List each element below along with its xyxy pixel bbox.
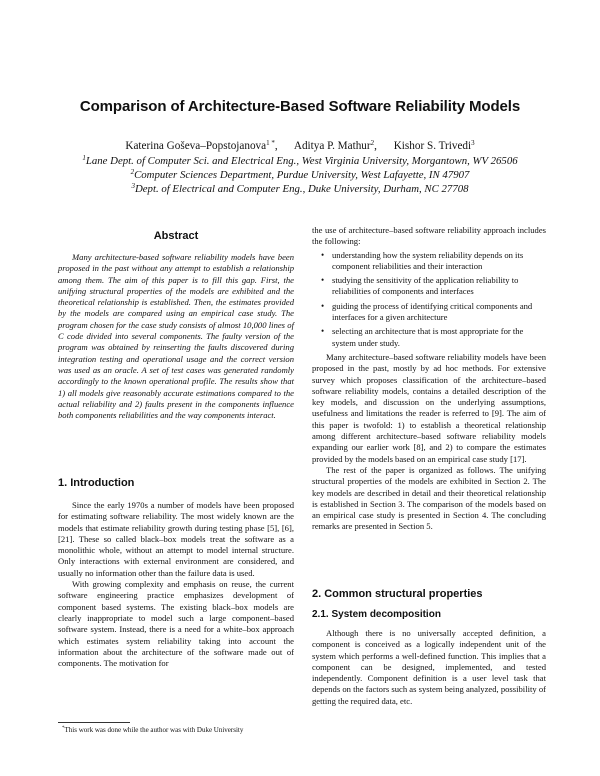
footnote-rule [58,722,130,723]
abstract-heading: Abstract [153,230,199,242]
paragraph: With growing complexity and emphasis on reuse, the current software engineering practice emphasizes development of component based systems. The existing black–box models are clearly inappropriate to model such a large component–based software system. Instead, there is a need for a white–box approach which estimates system reliability taking into account the information about the architecture of the software made out of components. The motivation for [58,579,294,669]
subsection-heading-system-decomposition: 2.1. System decomposition [312,609,441,620]
affiliation-text: Computer Sciences Department, Purdue University, West Lafayette, IN 47907 [134,169,470,181]
affiliation-sup: 2 [130,168,135,176]
list-item: • understanding how the system reliability depends on its component reliabilities and their interaction [332,250,546,273]
affiliation [0,183,600,195]
section-heading-common-structural-properties: 2. Common structural properties [312,588,483,600]
paragraph: the use of architecture–based software reliability approach includes the following: [312,225,546,247]
author-name: Katerina Goševa–Popstojanova [125,140,267,152]
affiliation-text: Lane Dept. of Computer Sci. and Electrical Eng., West Virginia University, Morgantown, WV 26506 [85,155,518,167]
affiliation-sup: 1 [82,154,86,162]
paragraph: Many architecture–based software reliability models have been proposed in the past, mostly by ad hoc methods. For extensive survey which proposes classification of the architecture–based software reliability models, contains a detailed description of the key models, and discussion on the underlying assumptions, usefulness and limitations the reader is referred to [9]. The aim of this paper is twofold: 1) to establish a theoretical relationship among different architecture–based software reliability models expanding our earlier work [8], and 2) to compare the estimates provided by the models based on an empirical case study [17]. [312,351,546,464]
section2-body [312,628,546,707]
footnote-text: This work was done while the author was with Duke University [64,726,244,734]
footnote [62,726,243,734]
section-heading-introduction: 1. Introduction [58,477,135,489]
author-line: Katerina Goševa–Popstojanova$^{1 *}$, Aditya P. Mathur$^2$, Kishor S. Trivedi$^3$ [125,139,475,152]
footnote-mark: * [62,726,65,731]
author-sup: 1 * [266,139,275,147]
list-item: • selecting an architecture that is most appropriate for the system under study. [332,326,546,349]
author-name: Kishor S. Trivedi [393,140,472,152]
author-name: Aditya P. Mathur [293,140,371,152]
affiliation [0,155,600,167]
paper-title: Comparison of Architecture-Based Software Reliability Models [79,98,521,115]
list-item: • guiding the process of identifying critical components and interfaces for a given architecture [332,301,546,324]
affiliation [0,169,600,181]
affiliation-sup: 3 [131,182,135,190]
bullet-list [312,250,546,349]
paragraph: Although there is no universally accepted definition, a component is conceived as a logically independent unit of the system which performs a well-defined function. This implies that a component can be designed, implemented, and tested independently. Component definition is a user level task that depends on the factors such as system being analyzed, possibility of getting the required data, etc. [312,628,546,706]
abstract-text: Many architecture-based software reliability models have been proposed in the past without any attempt to establish a relationship among them. The aim of this paper is to fill this gap. First, the unifying structural properties of the models are exhibited and the theoretical relationship is established. Then, the estimates provided by the models are compared using an empirical case study. The program chosen for the case study consists of almost 10,000 lines of C code divided into several components. The faulty version of the program was obtained by reinserting the faults discovered during integration testing and operational usage and the correct version was used as an oracle. A set of test cases was generated randomly accordingly to the known operational profile. The results show that 1) all models give reasonably accurate estimations compared to the actual reliability and 2) faults present in the components influence both components reliabilities and the way components interact. [58,252,294,421]
list-item: • studying the sensitivity of the application reliability to reliabilities of components and interfaces [332,275,546,298]
introduction-body [58,500,294,669]
affiliation-text: Dept. of Electrical and Computer Eng., Duke University, Durham, NC 27708 [134,183,469,195]
abstract-body [58,252,294,421]
author-sup: 3 [471,139,475,147]
paragraph: Since the early 1970s a number of models have been proposed for estimating software reliability. The most widely known are the models that estimate reliability growth during testing phase [5], [6], [21]. These so called black–box models treat the software as a monolithic whole, without an attempt to model internal structure. Only interactions with external environment are considered, and usually no information other than the failure data is used. [58,500,294,578]
right-column-body [312,225,546,533]
author-sup: 2 [370,139,375,147]
paragraph: The rest of the paper is organized as follows. The unifying structural properties of the models are exhibited in Section 2. The key models are described in detail and their theoretical relationship is established in Section 3. The comparison of the models based on an empirical case study is presented in Section 4. The concluding remarks are presented in Section 5. [312,464,546,532]
